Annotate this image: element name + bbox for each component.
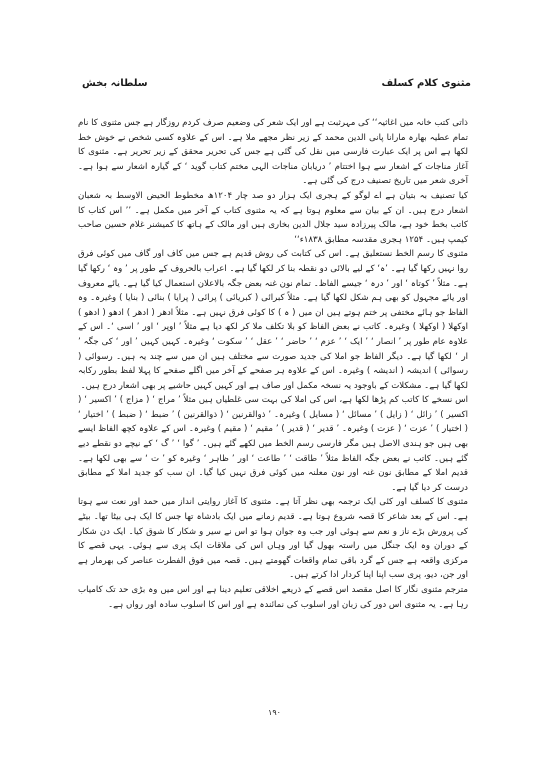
paragraph: اس نسخے کا کاتب کم پڑھا لکھا ہے، اس کی املا کی بہت سی غلطیاں ہیں مثلاً ’ مراج ‘ ( مزاج ) ’ اکسیر ‘ ( اکسیر ) ’ زائل ‘ ( زایل ) ’ مسائل ‘ ( مسایل ) وغیرہ۔ ’ ذوالقرنین ‘ ( ذوالقرنین ) ’ ضبط ‘ ( ضبط ) ’ اختیار ‘ ( اختیار ) ’ عزت ‘ ( عزت ) وغیرہ۔ ’ قدیر ‘ ( قدیر ) ’ مقیم ‘ ( مقیم ) وغیرہ۔ اس کے علاوہ کچھ الفاظ ایسے بھی ہیں جو ہندی الاصل ہیں مگر فارسی رسم الخط میں لکھے گئے ہیں۔ ’ گوا ‘ ’ گ ‘ کے نیچے دو نقطے دیے گئے ہیں۔ کاتب نے بعض جگہ الفاظ مثلاً ’ طاقت ‘ ’ طاعت ‘ اور ’ ظاہر ‘ وغیرہ کو ’ ت ‘ سے بھی لکھا ہے۔ قدیم املا کے مطابق نون غنہ اور نون معلنہ میں کوئی فرق نہیں کیا گیا۔ ان سب کو جدید املا کے مطابق درست کر دیا گیا ہے۔ — [78, 395, 468, 493]
paragraph: کیا تصنیف بہ بتیان ہے اے لوگو کے ہجری ایک ہزار دو صد چار ۱۲۰۴ھ مخطوط الحیض الاوسط بہ شعبان اشعار درج ہیں۔ ان کے بیان سے معلوم ہوتا ہے کہ یہ مثنوی کتاب کے آخر میں مکمل ہے۔ ’’ اس کتاب کا کاتب بخط خود ہے، مالک پیرزادہ سید جلال الدین بخاری ہیں اور مالک کے ہاتھ کا کمیشنر غلام حسین صاحب کیمپ ہیں۔ ۱۲۵۴ ہجری مقدسہ مطابق ۱۸۳۸ء‘‘ — [78, 190, 468, 245]
paragraph: مثنوی کا کسلف اور کئی ایک ترجمہ بھی نظر آتا ہے۔ مثنوی کا آغاز روایتی انداز میں حمد اور نعت سے ہوتا ہے۔ اس کے بعد شاعر کا قصہ شروع ہوتا ہے۔ قدیم زمانے میں ایک بادشاہ تھا جس کا ایک ہی بیٹا تھا۔ بیٹے کی پرورش بڑے ناز و نعم سے ہوئی اور جب وہ جوان ہوا تو اس نے سیر و شکار کا شوق کیا۔ ایک دن شکار کے دوران وہ ایک جنگل میں راستہ بھول گیا اور وہاں اس کی ملاقات ایک پری سے ہوئی۔ یہی قصے کا مرکزی واقعہ ہے جس کے گرد باقی تمام واقعات گھومتے ہیں۔ قصہ میں فوق الفطرت عناصر کی بھرمار ہے اور جن، دیو، پری سب اپنا اپنا کردار ادا کرتے ہیں۔ — [78, 497, 468, 581]
page-number: ۱۹۰ — [268, 708, 281, 717]
paragraph: مثنوی کا رسم الخط نستعلیق ہے۔ اس کی کتابت کی روش قدیم ہے جس میں کاف اور گاف میں کوئی فرق روا نہیں رکھا گیا ہے۔ ’ہ‘ کے لیے بالائی دو نقطہ بنا کر لکھا گیا ہے۔ اعراب بالحروف کے طور پر ’ وہ ‘ رکھا گیا ہے۔ مثلاً ’ کوتاہ ‘ اور ’ درہ ‘ جیسے الفاظ۔ تمام نون غنہ بعض جگہ بالاعلان استعمال کیا گیا ہے۔ یائے معروف اور یائے مجہول کو بھی ہم شکل لکھا گیا ہے۔ مثلاً کبرائی ( کبریائی ) پرائی ( پرایا ) بنائی ( بنایا ) وغیرہ۔ وہ الفاظ جو ہائے مختفی پر ختم ہوتے ہیں ان میں ( ہ ) کا کوئی فرق نہیں ہے۔ مثلاً ادھر ( ادھر ) ادھو ( ادھو ) اوکھلا ( اوکھلا ) وغیرہ۔ کاتب نے بعض الفاظ کو بلا تکلف ملا کر لکھ دیا ہے مثلاً ’ اوپر ‘ اور ’ اسی ‘۔ اس کے علاوہ عام طور پر ’ انصار ‘ ’ ایک ‘ ’ عزم ‘ ’ حاضر ‘ ’ عقل ‘ ’ سکوت ‘ وغیرہ۔ کہیں کہیں ’ اور ‘ کی جگہ ’ ار ‘ لکھا گیا ہے۔ دیگر الفاظ جو املا کی جدید صورت سے مختلف ہیں ان میں سے چند یہ ہیں۔ رسوائی ( رسوائی ) اندیشہ ( اندیشہ ) وغیرہ۔ اس کے علاوہ ہر صفحے کے آخر میں اگلے صفحے کا پہلا لفظ بطور رکابہ لکھا گیا ہے۔ مشکلات کے باوجود یہ نسخہ مکمل اور صاف ہے اور کہیں کہیں حاشیے پر بھی اشعار درج ہیں۔ — [78, 249, 468, 391]
running-header — [82, 78, 471, 89]
paragraph: مترجم مثنوی نگار کا اصل مقصد اس قصے کے ذریعے اخلاقی تعلیم دینا ہے اور اس میں وہ بڑی حد تک کامیاب رہا ہے۔ یہ مثنوی اس دور کی زبان اور اسلوب کی نمائندہ ہے اور اس کا اسلوب سادہ اور رواں ہے۔ — [78, 585, 468, 610]
body-text — [78, 116, 468, 612]
paragraph: ذاتی کتب خانہ میں اغاثیہ‘‘ کی مہرثبت ہے اور ایک شعر کی وضعیم صرف کردم روزگار ہے جس مثنوی کا نام تمام عطیہ بھارہ مارانا پانی الدین محمد کے زیر نظر مجھے ملا ہے۔ اس کے علاوہ کسی شخص نے خوش خط لکھا ہے اس پر ایک عبارت فارسی میں نقل کی گئی ہے جس کی تحریر محقق کے زیر تحریر ہے۔ مثنوی کا آغاز مناجات کے اشعار سے ہوا اختتام ’ دریابان مناجات الہی مختم کتاب گوید ‘ کے گیارہ اشعار سے ہوا ہے۔ آخری شعر میں تاریخ تصنیف درج کی گئی ہے۔ — [78, 118, 468, 187]
header-book-title: مثنوی کلام کسلف — [381, 78, 471, 89]
header-author: سلطانہ بخش — [82, 78, 148, 89]
